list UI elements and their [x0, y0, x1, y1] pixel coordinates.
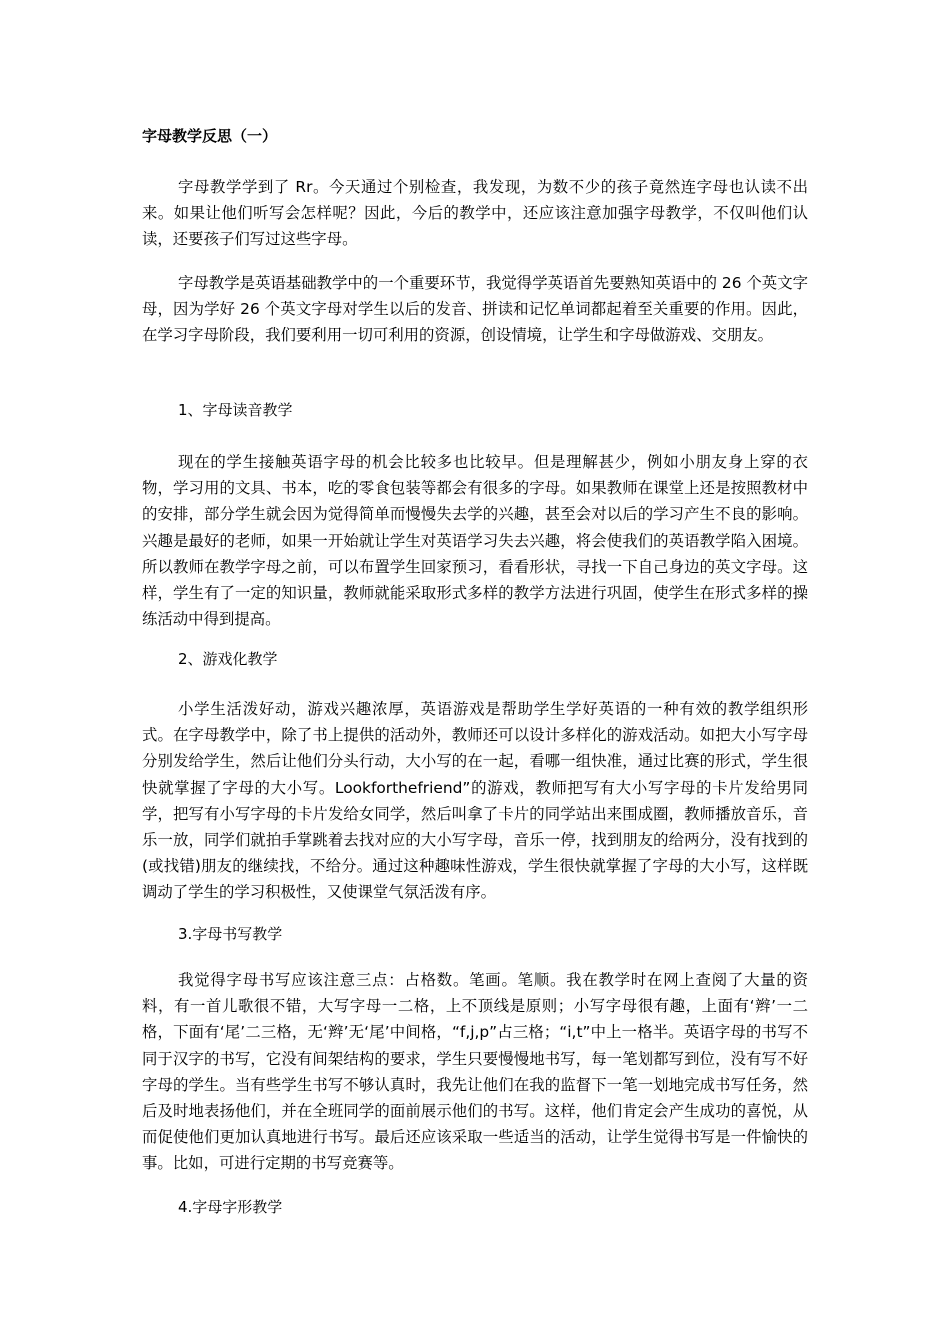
document-title: 字母教学反思（一）	[142, 127, 278, 145]
heading-pronunciation: 1、字母读音教学	[178, 401, 293, 419]
heading-games: 2、游戏化教学	[178, 650, 278, 668]
paragraph-importance: 字母教学是英语基础教学中的一个重要环节，我觉得学英语首先要熟知英语中的 26 个英文字母，因为学好 26 个英文字母对学生以后的发音、拼读和记忆单词都起着至关重要的作用。因此，在学习字母阶段，我们要利用一切可利用的资源，创设情境，让学生和字母做游戏、交朋友。	[142, 274, 808, 345]
heading-letter-shape: 4.字母字形教学	[178, 1198, 283, 1216]
paragraph-writing: 我觉得字母书写应该注意三点：占格数。笔画。笔顺。我在教学时在网上查阅了大量的资料，有一首儿歌很不错，大写字母一二格，上不顶线是原则；小写字母很有趣，上面有‘辫’一二格，下面有‘尾’二三格，无‘辫’无‘尾’中间格，“f,j,p”占三格；“i,t”中上一格半。英语字母的书写不同于汉字的书写，它没有间架结构的要求，学生只要慢慢地书写，每一笔划都写到位，没有写不好字母的学生。当有些学生书写不够认真时，我先让他们在我的监督下一笔一划地完成书写任务，然后及时地表扬他们，并在全班同学的面前展示他们的书写。这样，他们肯定会产生成功的喜悦，从而促使他们更加认真地进行书写。最后还应该采取一些适当的活动，让学生觉得书写是一件愉快的事。比如，可进行定期的书写竞赛等。	[142, 971, 808, 1173]
paragraph-games: 小学生活泼好动，游戏兴趣浓厚，英语游戏是帮助学生学好英语的一种有效的教学组织形式。在字母教学中，除了书上提供的活动外，教师还可以设计多样化的游戏活动。如把大小写字母分别发给学生，然后让他们分头行动，大小写的在一起，看哪一组快准，通过比赛的形式，学生很快就掌握了字母的大小写。Lookforthefriend”的游戏，教师把写有大小写字母的卡片发给男同学，把写有小写字母的卡片发给女同学，然后叫拿了卡片的同学站出来围成圈，教师播放音乐，音乐一放，同学们就拍手掌跳着去找对应的大小写字母，音乐一停，找到朋友的给两分，没有找到的(或找错)朋友的继续找，不给分。通过这种趣味性游戏，学生很快就掌握了字母的大小写，这样既调动了学生的学习积极性，又使课堂气氛活泼有序。	[142, 700, 808, 902]
paragraph-pronunciation: 现在的学生接触英语字母的机会比较多也比较早。但是理解甚少，例如小朋友身上穿的衣物，学习用的文具、书本，吃的零食包装等都会有很多的字母。如果教师在课堂上还是按照教材中的安排，部分学生就会因为觉得简单而慢慢失去学的兴趣，甚至会对以后的学习产生不良的影响。兴趣是最好的老师，如果一开始就让学生对英语学习失去兴趣，将会使我们的英语教学陷入困境。所以教师在教学字母之前，可以布置学生回家预习，看看形状，寻找一下自己身边的英文字母。这样，学生有了一定的知识量，教师就能采取形式多样的教学方法进行巩固，使学生在形式多样的操练活动中得到提高。	[142, 453, 808, 629]
paragraph-intro: 字母教学学到了 Rr。今天通过个别检查，我发现，为数不少的孩子竟然连字母也认读不出来。如果让他们听写会怎样呢？因此，今后的教学中，还应该注意加强字母教学，不仅叫他们认读，还要孩子们写过这些字母。	[142, 178, 808, 249]
heading-writing: 3.字母书写教学	[178, 925, 283, 943]
